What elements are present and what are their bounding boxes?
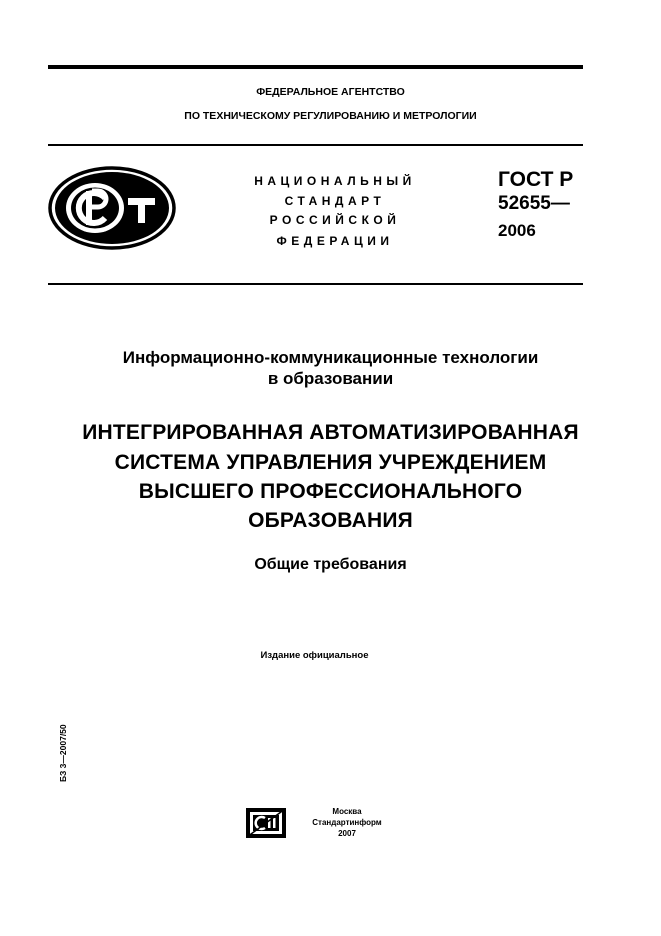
title-line-1: ИНТЕГРИРОВАННАЯ АВТОМАТИЗИРОВАННАЯ — [82, 421, 579, 444]
header-rule-top — [48, 144, 583, 146]
title-line-4: ОБРАЗОВАНИЯ — [248, 509, 413, 532]
standard-type-line-4: ФЕДЕРАЦИИ — [276, 234, 394, 248]
standartinform-logo-icon — [245, 807, 287, 839]
edition-label: Издание официальное — [260, 650, 369, 661]
publisher-name: Стандартинформ — [312, 818, 382, 827]
title-line-2: СИСТЕМА УПРАВЛЕНИЯ УЧРЕЖДЕНИЕМ — [114, 451, 547, 474]
header-rule-bottom — [48, 283, 583, 285]
designation-line-3: 2006 — [498, 221, 536, 240]
publisher-city: Москва — [332, 807, 362, 816]
publisher-year: 2007 — [338, 829, 356, 838]
side-code: БЗ 3—2007/50 — [58, 724, 68, 782]
designation-line-1: ГОСТ Р — [498, 168, 574, 191]
requirements-heading: Общие требования — [254, 556, 407, 573]
standard-type-line-1: НАЦИОНАЛЬНЫЙ — [254, 174, 416, 188]
designation-line-2: 52655— — [498, 193, 570, 214]
agency-line-2: ПО ТЕХНИЧЕСКОМУ РЕГУЛИРОВАНИЮ И МЕТРОЛОГИИ — [184, 110, 477, 122]
standard-type-line-3: РОССИЙСКОЙ — [269, 213, 401, 227]
title-line-3: ВЫСШЕГО ПРОФЕССИОНАЛЬНОГО — [138, 480, 523, 503]
agency-line-1: ФЕДЕРАЛЬНОЕ АГЕНТСТВО — [256, 86, 405, 98]
top-rule — [48, 65, 583, 69]
standard-type-line-2: СТАНДАРТ — [284, 194, 386, 208]
subtitle-line-1: Информационно-коммуникационные технологии — [122, 348, 539, 367]
subtitle-line-2: в образовании — [267, 369, 394, 388]
gost-r-logo-icon — [48, 166, 176, 250]
